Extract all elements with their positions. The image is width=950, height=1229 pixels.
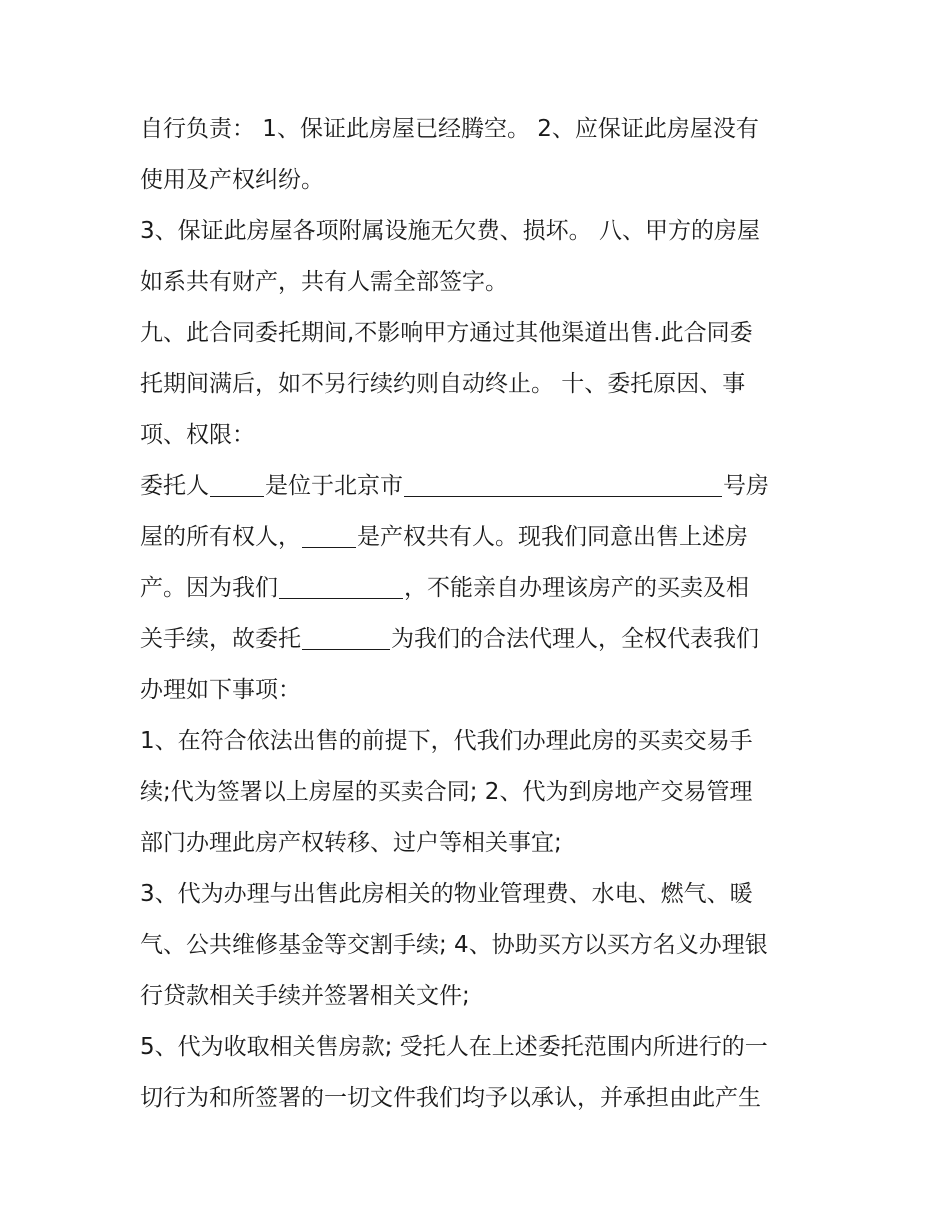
text-line: 3、代为办理与出售此房相关的物业管理费、水电、燃气、暖 bbox=[140, 881, 753, 907]
document-body bbox=[140, 104, 830, 1124]
text-line: 行贷款相关手续并签署相关文件; bbox=[140, 983, 470, 1009]
text-line: 项、权限： bbox=[140, 422, 255, 448]
text-line: 1、在符合依法出售的前提下，代我们办理此房的买卖交易手 bbox=[140, 728, 753, 754]
principal-label: 委托人 bbox=[140, 473, 209, 499]
text-line: 九、此合同委托期间,不影响甲方通过其他渠道出售.此合同委 bbox=[140, 320, 753, 346]
owner-label: 屋的所有权人， bbox=[140, 524, 301, 550]
address-blank bbox=[404, 472, 722, 497]
text-line: 如系共有财产，共有人需全部签字。 bbox=[140, 269, 508, 295]
text-line: 续;代为签署以上房屋的买卖合同; 2、代为到房地产交易管理 bbox=[140, 779, 753, 805]
text-line: 部门办理此房产权转移、过户等相关事宜; bbox=[140, 830, 562, 856]
co-owner-blank bbox=[302, 523, 356, 548]
agent-name-blank bbox=[302, 625, 390, 650]
text-line-with-blanks bbox=[140, 563, 830, 614]
text-line: 切行为和所签署的一切文件我们均予以承认，并承担由此产生 bbox=[140, 1085, 761, 1111]
reason-label: 产。因为我们 bbox=[140, 575, 278, 601]
text-line: 3、保证此房屋各项附属设施无欠费、损坏。 八、甲方的房屋 bbox=[140, 218, 760, 244]
co-owner-text: 是产权共有人。现我们同意出售上述房 bbox=[357, 524, 748, 550]
text-line: 自行负责： 1、保证此房屋已经腾空。 2、应保证此房屋没有 bbox=[140, 116, 759, 142]
reason-text: ，不能亲自办理该房产的买卖及相 bbox=[404, 575, 749, 601]
text-line: 托期间满后，如不另行续约则自动终止。 十、委托原因、事 bbox=[140, 371, 746, 397]
text-line: 气、公共维修基金等交割手续; 4、协助买方以买方名义办理银 bbox=[140, 932, 768, 958]
text-line: 5、代为收取相关售房款; 受托人在上述委托范围内所进行的一 bbox=[140, 1034, 768, 1060]
agent-label: 关手续，故委托 bbox=[140, 626, 301, 652]
reason-blank bbox=[279, 574, 403, 599]
house-number-label: 号房 bbox=[723, 473, 769, 499]
agent-text: 为我们的合法代理人，全权代表我们 bbox=[391, 626, 759, 652]
text-line: 办理如下事项： bbox=[140, 677, 301, 703]
location-label: 是位于北京市 bbox=[265, 473, 403, 499]
text-line-with-blanks bbox=[140, 461, 830, 512]
text-line: 使用及产权纠纷。 bbox=[140, 167, 324, 193]
text-line-with-blanks bbox=[140, 614, 830, 665]
principal-name-blank bbox=[210, 472, 264, 497]
text-line-with-blanks bbox=[140, 512, 830, 563]
